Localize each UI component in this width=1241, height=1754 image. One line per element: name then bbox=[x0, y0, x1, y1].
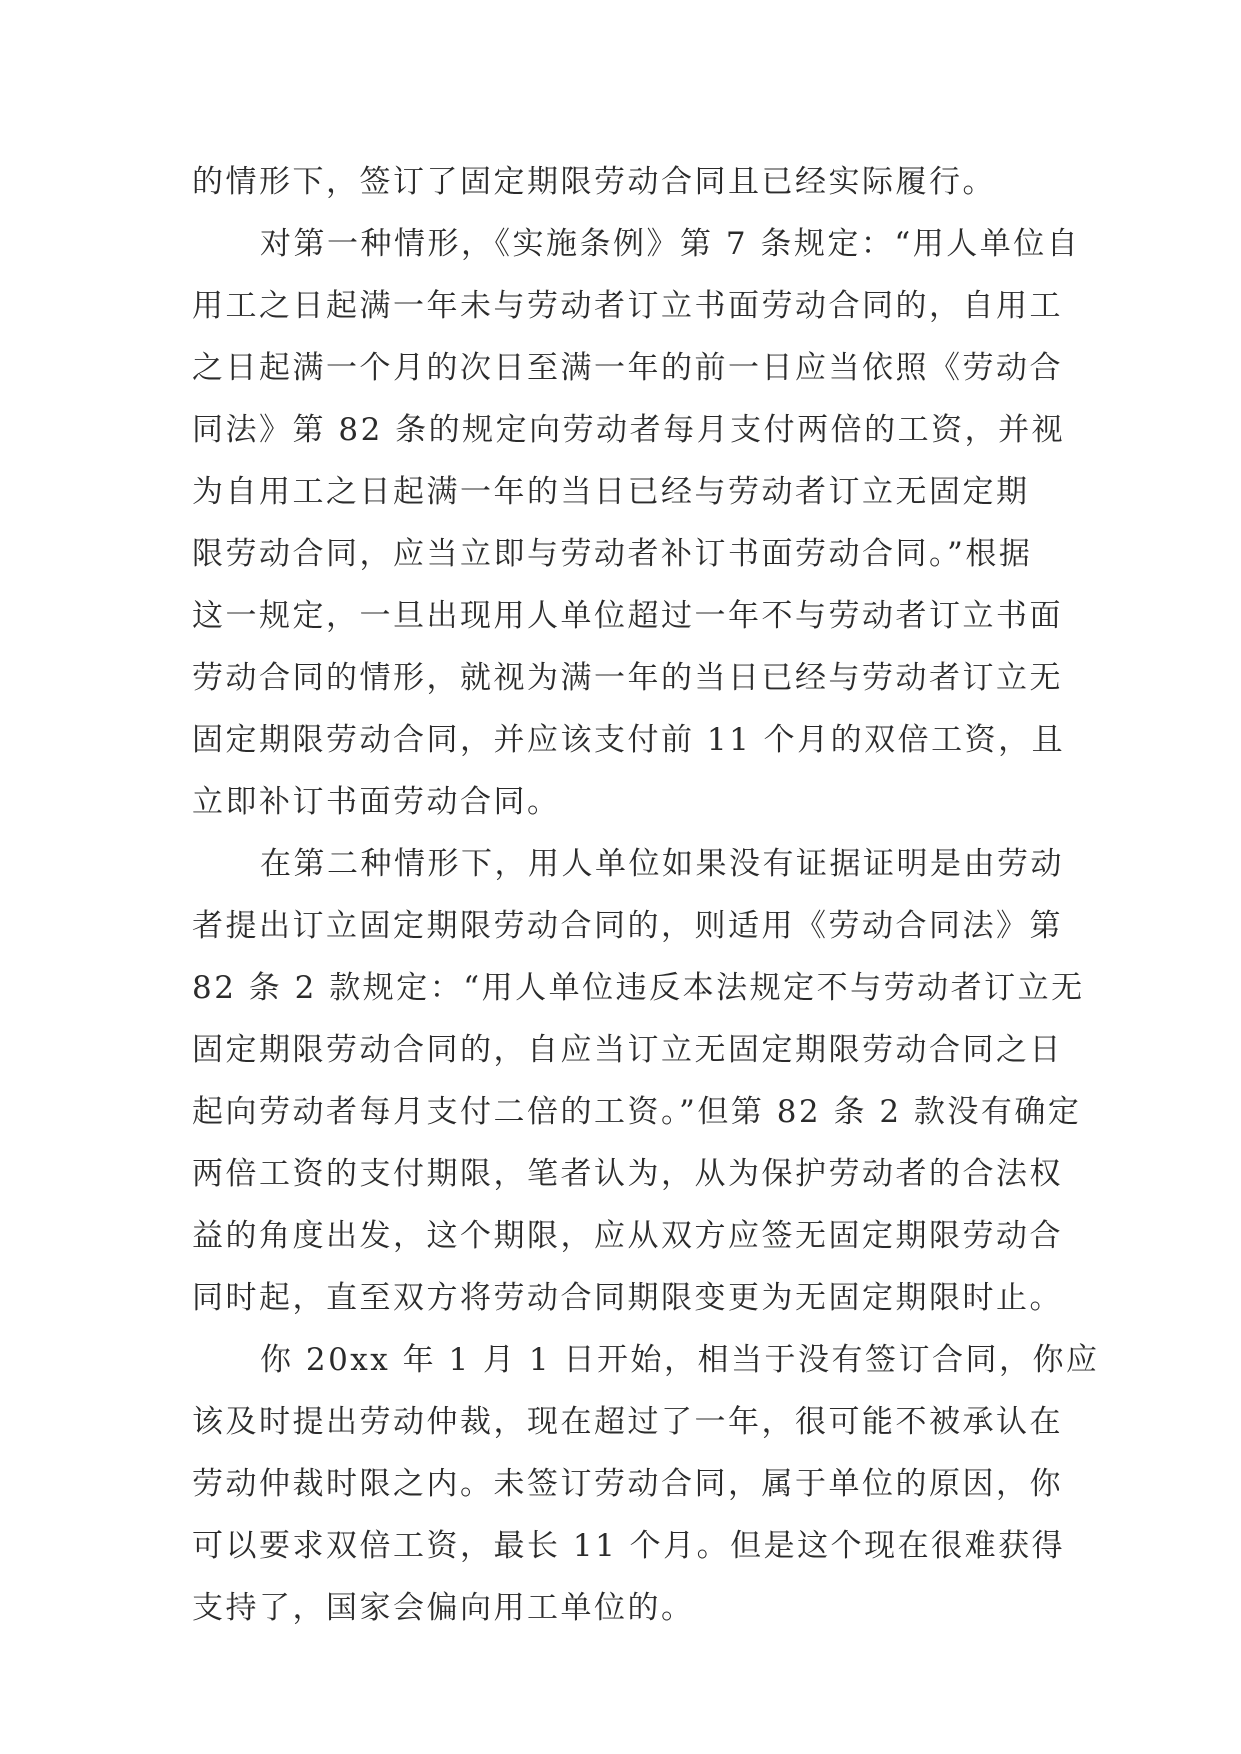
text-line: 立即补订书面劳动合同。 bbox=[192, 784, 561, 820]
paragraph-first-line: 对第一种情形，《实施条例》第 7 条规定：“用人单位自 bbox=[260, 226, 1081, 262]
text-line: 同时起，直至双方将劳动合同期限变更为无固定期限时止。 bbox=[192, 1280, 1063, 1316]
text-line: 固定期限劳动合同的，自应当订立无固定期限劳动合同之日 bbox=[192, 1032, 1063, 1068]
text-line: 益的角度出发，这个期限，应从双方应签无固定期限劳动合 bbox=[192, 1218, 1063, 1254]
paragraph-first-line: 你 20xx 年 1 月 1 日开始，相当于没有签订合同，你应 bbox=[260, 1342, 1100, 1378]
text-line: 同法》第 82 条的规定向劳动者每月支付两倍的工资，并视 bbox=[192, 412, 1066, 448]
text-line: 这一规定，一旦出现用人单位超过一年不与劳动者订立书面 bbox=[192, 598, 1063, 634]
text-line: 限劳动合同，应当立即与劳动者补订书面劳动合同。”根据 bbox=[192, 536, 1033, 572]
text-line: 为自用工之日起满一年的当日已经与劳动者订立无固定期 bbox=[192, 474, 1030, 510]
text-line: 之日起满一个月的次日至满一年的前一日应当依照《劳动合 bbox=[192, 350, 1063, 386]
text-line: 的情形下，签订了固定期限劳动合同且已经实际履行。 bbox=[192, 164, 996, 200]
text-line: 可以要求双倍工资，最长 11 个月。但是这个现在很难获得 bbox=[192, 1528, 1066, 1564]
text-line: 者提出订立固定期限劳动合同的，则适用《劳动合同法》第 bbox=[192, 908, 1063, 944]
text-line: 两倍工资的支付期限，笔者认为，从为保护劳动者的合法权 bbox=[192, 1156, 1063, 1192]
text-line: 起向劳动者每月支付二倍的工资。”但第 82 条 2 款没有确定 bbox=[192, 1094, 1082, 1130]
text-line: 固定期限劳动合同，并应该支付前 11 个月的双倍工资，且 bbox=[192, 722, 1066, 758]
paragraph-first-line: 在第二种情形下，用人单位如果没有证据证明是由劳动 bbox=[260, 846, 1064, 882]
text-line: 该及时提出劳动仲裁，现在超过了一年，很可能不被承认在 bbox=[192, 1404, 1063, 1440]
text-line: 劳动合同的情形，就视为满一年的当日已经与劳动者订立无 bbox=[192, 660, 1063, 696]
text-line: 用工之日起满一年未与劳动者订立书面劳动合同的，自用工 bbox=[192, 288, 1063, 324]
text-line: 劳动仲裁时限之内。未签订劳动合同，属于单位的原因，你 bbox=[192, 1466, 1063, 1502]
text-line: 支持了，国家会偏向用工单位的。 bbox=[192, 1590, 695, 1626]
text-line: 82 条 2 款规定：“用人单位违反本法规定不与劳动者订立无 bbox=[192, 970, 1085, 1006]
